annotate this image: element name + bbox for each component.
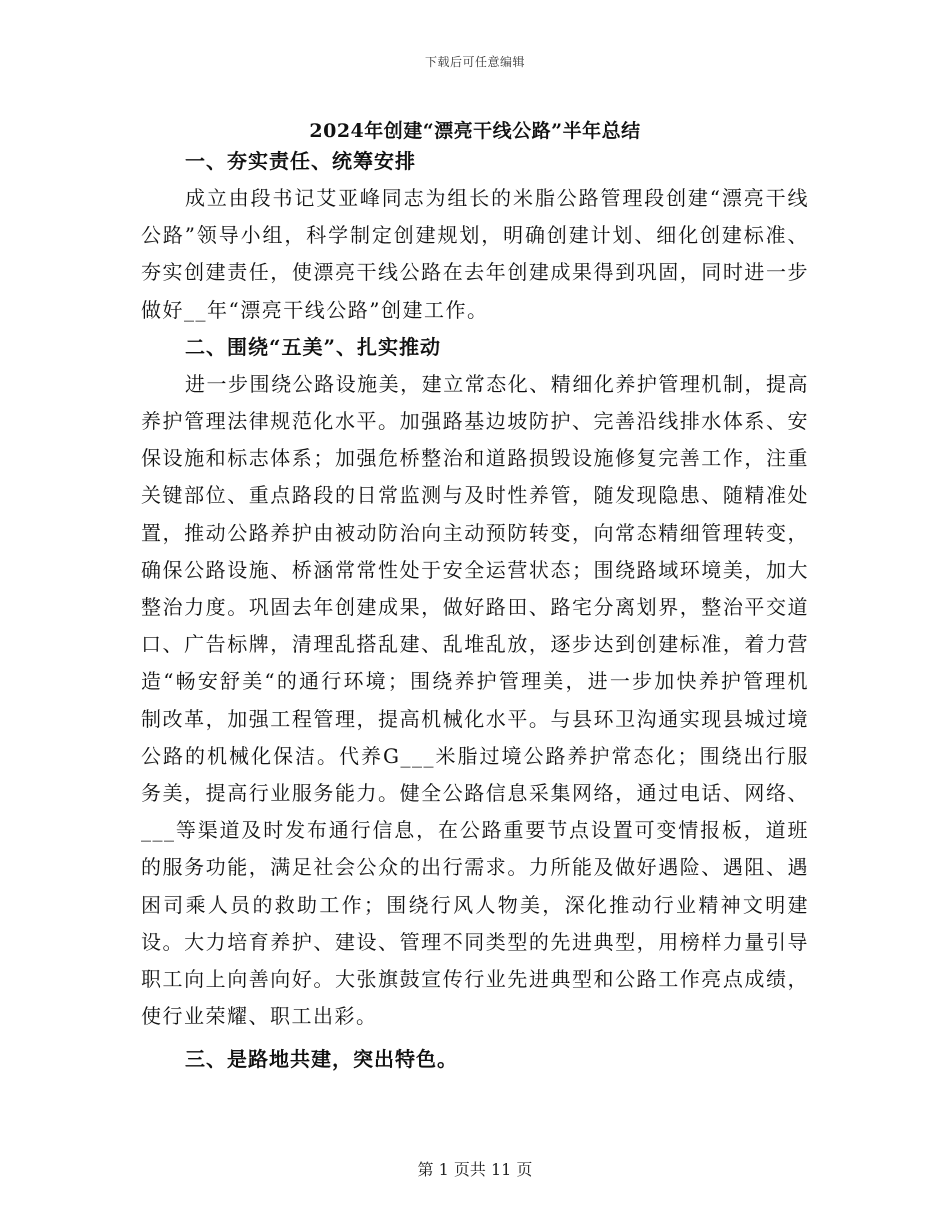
section-paragraph-2: 进一步围绕公路设施美，建立常态化、精细化养护管理机制，提高养护管理法律规范化水平。加强路基边坡防护、完善沿线排水体系、安保设施和标志体系；加强危桥整治和道路损毁设施修复完善工作，注重关键部位、重点路段的日常监测与及时性养管，随发现隐患、随精准处置，推动公路养护由被动防治向主动预防转变，向常态精细管理转变，确保公路设施、桥涵常常性处于安全运营状态；围绕路域环境美，加大整治力度。巩固去年创建成果，做好路田、路宅分离划界，整治平交道口、广告标牌，清理乱搭乱建、乱堆乱放，逐步达到创建标准，着力营造“畅安舒美“的通行环境；围绕养护管理美，进一步加快养护管理机制改革，加强工程管理，提高机械化水平。与县环卫沟通实现县城过境公路的机械化保洁。代养G___米脂过境公路养护常态化；围绕出行服务美，提高行业服务能力。健全公路信息采集网络，通过电话、网络、___等渠道及时发布通行信息，在公路重要节点设置可变情报板，道班的服务功能，满足社会公众的出行需求。力所能及做好遇险、遇阻、遇困司乘人员的救助工作；围绕行风人物美，深化推动行业精神文明建设。大力培育养护、建设、管理不同类型的先进典型，用榜样力量引导职工向上向善向好。大张旗鼓宣传行业先进典型和公路工作亮点成绩，使行业荣耀、职工出彩。 (141, 371, 809, 1029)
page-number-footer: 第 1 页共 11 页 (417, 1160, 533, 1179)
document-body (141, 143, 809, 1078)
page-header-note: 下载后可任意编辑 (424, 55, 525, 69)
section-paragraph-1: 成立由段书记艾亚峰同志为组长的米脂公路管理段创建“漂亮干线公路”领导小组，科学制定创建规划，明确创建计划、细化创建标准、夯实创建责任，使漂亮干线公路在去年创建成果得到巩固，同时进一步做好__年“漂亮干线公路”创建工作。 (141, 186, 809, 322)
document-title: 2024年创建“漂亮干线公路”半年总结 (309, 120, 641, 142)
section-heading-2: 二、围绕“五美”、扎实推动 (185, 334, 442, 359)
section-heading-3: 三、是路地共建，突出特色。 (185, 1047, 458, 1072)
section-heading-1: 一、夯实责任、统筹安排 (185, 149, 416, 173)
